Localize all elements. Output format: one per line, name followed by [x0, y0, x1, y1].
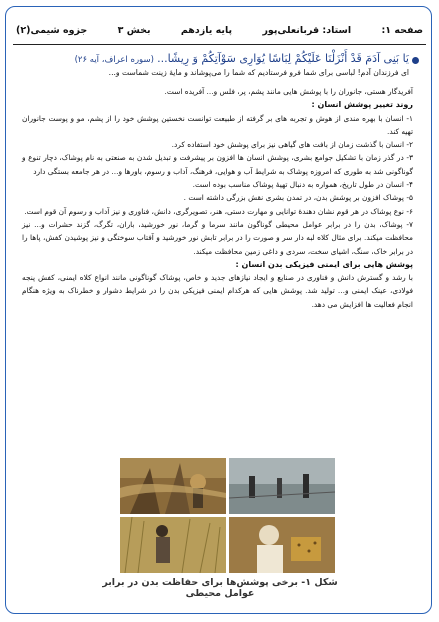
trend-item: ۴- انسان در طول تاریخ، همواره به دنبال تهیهٔ پوشاک مناسب بوده است.	[192, 180, 413, 190]
page-number: صفحه ۱:	[381, 24, 423, 36]
photo-beekeeper	[229, 517, 335, 573]
photo-fishing	[229, 458, 335, 514]
verse-translation: ای فرزندان آدم! لباسی برای شما فرو فرستادیم که شما را می‌پوشاند و مایهٔ زینت شماست و...	[108, 68, 409, 77]
bullet-icon	[412, 57, 419, 64]
main-text	[22, 85, 413, 311]
trend-heading: روند تغییر پوشش انسان :	[311, 100, 413, 110]
page-header	[16, 20, 423, 40]
trend-item: ۲- انسان با گذشت زمان از بافت های گیاهی نیز برای پوشش خود استفاده کرد.	[171, 140, 413, 150]
header-divider	[13, 44, 426, 45]
figure-caption: شکل ۱- برخی پوشش‌ها برای حفاظت بدن در برابر عوامل محیطی	[102, 577, 338, 599]
trend-item: ۶- نوع پوشاک در هر قوم نشان دهندهٔ توانایی و مهارت دستی، هنر، تصویرگری، دانش، فناوری و نیز آداب و رسوم آن قوم است.	[24, 206, 413, 216]
grade-label: پایه یازدهم	[180, 24, 233, 36]
trend-item: ۱- انسان با بهره مندی از هوش و تجربه های بر گرفته از طبیعت توانست نخستین پوشش خود را از پشم، مو و پوست جانوران تهیه کند.	[22, 113, 413, 136]
quran-verse	[26, 53, 409, 83]
verse-reference: (سوره اعراف، آیه ۲۶)	[74, 55, 154, 65]
intro-paragraph: آفریدگار هستی، جانوران را با پوشش هایی مانند پشم، پر، فلس و... آفریده است.	[164, 87, 413, 96]
trend-item: ۳- در گذر زمان با تشکیل جوامع بشری، پوشش انسان ها افزون بر پیشرفت و تبدیل شدن به صنعتی به نام پوشاک، دچار تنوع و گوناگونی شد به طوری که امروزه پوشاک به شرایط آب و هوایی، فرهنگ، آداب و رسوم، باورها و... در هر جامعه بستگی دارد	[22, 153, 413, 176]
safety-heading: پوشش هایی برای ایمنی فیزیکی بدن انسان :	[235, 259, 413, 269]
verse-arabic: یَا بَنِی آدَمَ قَدْ أَنْزَلْنَا عَلَیْکُمْ لِبَاسًا یُوَارِی سَوْآتِکُمْ وَ رِیشًا...	[157, 52, 409, 65]
section-label: بخش ۳	[117, 24, 151, 36]
trend-item: ۵- پوشاک افزون بر پوشش بدن، در تمدن بشری نقش بزرگی داشته است .	[183, 193, 413, 203]
figure-photos	[120, 458, 335, 573]
photo-field-worker	[120, 517, 226, 573]
pamphlet-title: جزوه شیمی(۲)	[16, 24, 88, 36]
trend-item: ۷- پوشاک، بدن را در برابر عوامل محیطی گوناگون مانند سرما و گرما، نور خورشید، باران، تگرگ، گزند حشرات و... نیز محافظت میکند. برای مثال کلاه لبه دار سر و صورت را در برابر تابش نور خورشید و آفتاب سوختگی و نیز پوشیدن کفش، پاها را در برابر خاک، سنگ، اشیای سخت، سردی و داغی زمین محافظت میکند.	[22, 219, 413, 256]
photo-date-harvest	[120, 458, 226, 514]
safety-paragraph: با رشد و گسترش دانش و فناوری در صنایع و ایجاد نیازهای جدید و خاص، پوشاک گوناگونی مانند انواع کلاه ایمنی، کفش پنجه فولادی، عینک ایمنی و... تولید شد. پوشش هایی که هرکدام ایمنی فیزیکی بدن را در شرایط دشوار و خطرناک به ویژه هنگام انجام فعالیت ها افزایش می دهد.	[22, 273, 413, 309]
teacher-label: استاد: قربانعلی‌پور	[262, 24, 352, 36]
